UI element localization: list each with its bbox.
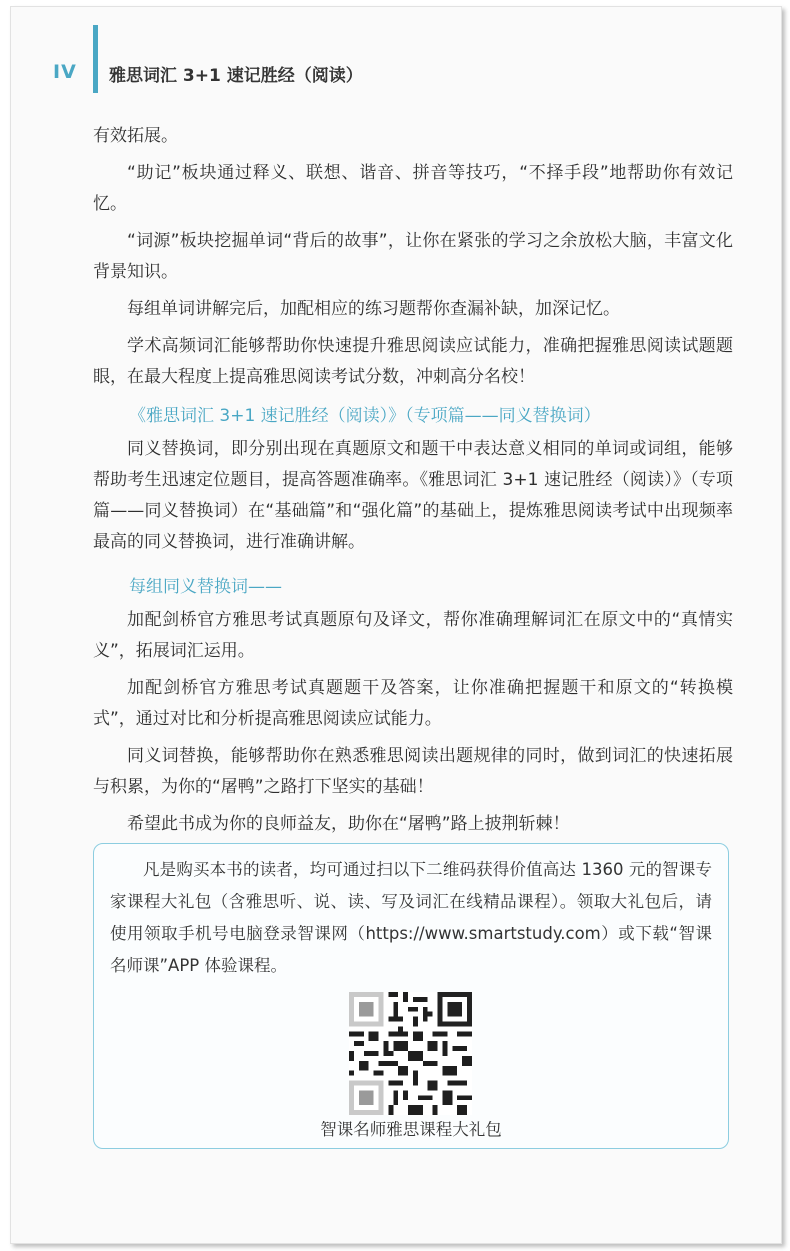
body-text xyxy=(93,121,733,840)
qr-caption: 智课名师雅思课程大礼包 xyxy=(320,1120,502,1139)
qr-code-icon[interactable] xyxy=(349,992,472,1115)
paragraph: 有效拓展。 xyxy=(93,126,178,146)
header-divider xyxy=(93,25,98,93)
paragraph: 学术高频词汇能够帮助你快速提升雅思阅读应试能力，准确把握雅思阅读试题题眼，在最大程度上提高雅思阅读考试分数，冲刺高分名校！ xyxy=(93,336,733,387)
section-heading: 每组同义替换词—— xyxy=(129,577,282,597)
page-number: IV xyxy=(53,61,77,83)
section-heading: 《雅思词汇 3+1 速记胜经（阅读）》（专项篇——同义替换词） xyxy=(129,406,601,426)
paragraph: 每组单词讲解完后，加配相应的练习题帮你查漏补缺，加深记忆。 xyxy=(127,299,620,319)
paragraph: 加配剑桥官方雅思考试真题原句及译文，帮你准确理解词汇在原文中的“真情实义”，拓展词汇运用。 xyxy=(93,610,733,661)
header-title: 雅思词汇 3+1 速记胜经（阅读） xyxy=(109,66,363,86)
paragraph: 同义替换词，即分别出现在真题原文和题干中表达意义相同的单词或词组，能够帮助考生迅速定位题目，提高答题准确率。《雅思词汇 3+1 速记胜经（阅读）》（专项篇——同义替换词）在“基础篇”和“强化篇”的基础上，提炼雅思阅读考试中出现频率最高的同义替换词，进行准确讲解。 xyxy=(93,439,733,552)
paragraph: 希望此书成为你的良师益友，助你在“屠鸭”路上披荆斩棘！ xyxy=(127,814,570,834)
promo-text: 凡是购买本书的读者，均可通过扫以下二维码获得价值高达 1360 元的智课专家课程大礼包（含雅思听、说、读、写及词汇在线精品课程）。领取大礼包后，请使用领取手机号电脑登录智课网（https://www.smartstudy.com）或下载“智课名师课”APP 体验课程。 xyxy=(110,860,712,975)
paragraph: 同义词替换，能够帮助你在熟悉雅思阅读出题规律的同时，做到词汇的快速拓展与积累，为你的“屠鸭”之路打下坚实的基础！ xyxy=(93,746,733,797)
promo-box xyxy=(93,843,729,1149)
paragraph: 加配剑桥官方雅思考试真题题干及答案，让你准确把握题干和原文的“转换模式”，通过对比和分析提高雅思阅读应试能力。 xyxy=(93,678,733,729)
paragraph: “助记”板块通过释义、联想、谐音、拼音等技巧，“不择手段”地帮助你有效记忆。 xyxy=(93,163,733,214)
paragraph: “词源”板块挖掘单词“背后的故事”，让你在紧张的学习之余放松大脑，丰富文化背景知识。 xyxy=(93,231,733,282)
book-page xyxy=(10,6,782,1244)
